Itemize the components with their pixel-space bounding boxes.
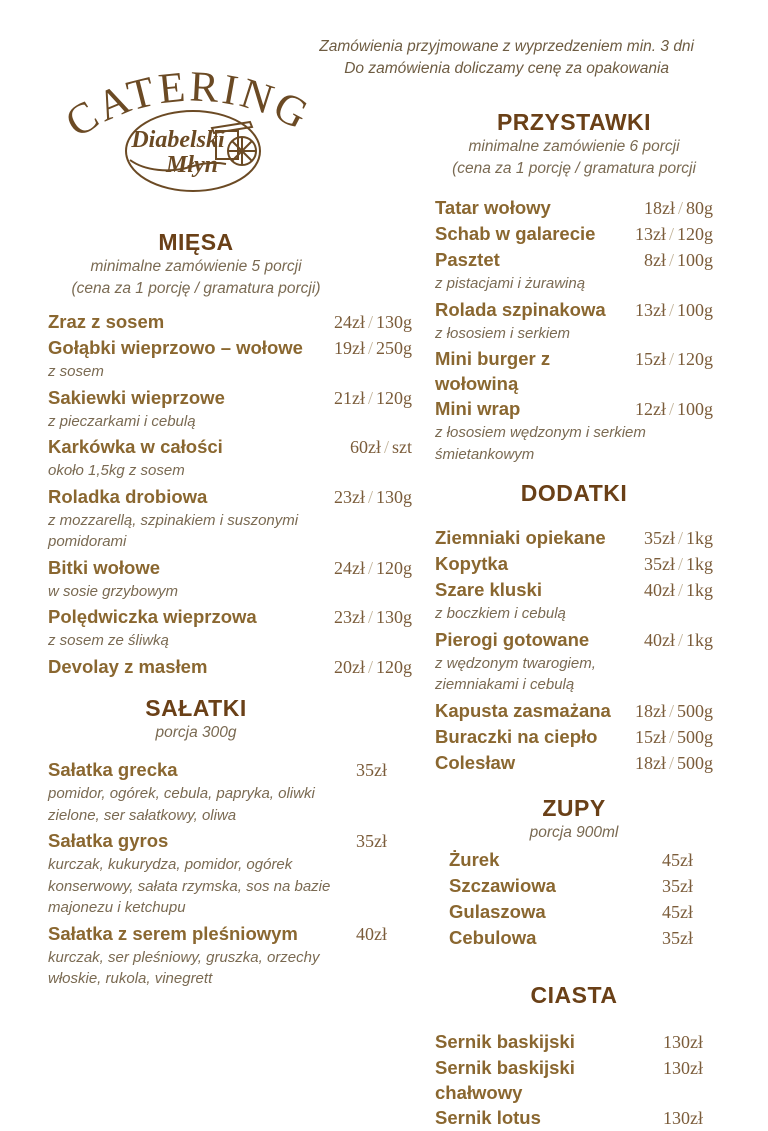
menu-item-row	[435, 873, 713, 899]
price-unit: 120g	[677, 349, 713, 369]
menu-item-row	[435, 297, 713, 323]
menu-item	[48, 555, 412, 603]
menu-item-name: Colesław	[435, 751, 516, 773]
price-amount: 40zł	[643, 629, 675, 650]
menu-item	[435, 873, 713, 899]
menu-item-row	[435, 396, 713, 422]
menu-item-price	[328, 336, 412, 361]
menu-item-row	[48, 484, 412, 510]
menu-item-description: z sosem	[48, 363, 104, 380]
price-unit: 1kg	[686, 528, 713, 548]
menu-item	[435, 1055, 713, 1105]
price-amount: 35zł	[643, 528, 675, 548]
price-unit: szt	[392, 437, 412, 457]
section-miesa	[48, 228, 412, 680]
menu-item-row	[435, 525, 713, 551]
menu-item-price	[629, 397, 713, 422]
section-subtitle-line1: porcja 300g	[155, 723, 237, 741]
section-ciasta	[435, 981, 713, 1131]
menu-item-row	[48, 434, 412, 460]
menu-item-name: Sernik lotus	[435, 1107, 541, 1128]
section-header-przystawki	[435, 108, 713, 179]
price-amount: 130zł	[663, 1108, 703, 1128]
menu-item	[435, 297, 713, 345]
price-amount: 45zł	[662, 902, 693, 922]
price-slash: /	[668, 250, 674, 270]
price-slash: /	[668, 752, 674, 773]
menu-item-price	[656, 848, 693, 873]
menu-item	[435, 247, 713, 295]
menu-item-row	[435, 627, 713, 653]
menu-item	[48, 921, 412, 990]
menu-item-price	[657, 1030, 703, 1055]
price-unit: 500g	[677, 752, 713, 773]
menu-item-price	[638, 526, 713, 551]
price-unit: 80g	[686, 198, 713, 218]
price-slash: /	[383, 437, 389, 457]
price-slash: /	[668, 299, 674, 320]
logo-arch-text: CATERING	[57, 63, 318, 147]
price-amount: 15zł	[634, 349, 666, 369]
section-subtitle-line2: (cena za 1 porcję / gramatura porcji)	[71, 279, 321, 297]
menu-column-right	[435, 108, 713, 1131]
menu-item-name: Bitki wołowe	[48, 556, 161, 578]
order-note	[319, 36, 694, 79]
menu-item-row	[435, 577, 713, 603]
order-note-line1: Zamówienia przyjmowane z wyprzedzeniem min. 3 dni	[319, 38, 694, 55]
section-salatki	[48, 694, 412, 990]
menu-item	[435, 899, 713, 925]
menu-item-row	[435, 698, 713, 724]
price-unit: 130g	[376, 486, 412, 507]
menu-item-description: z wędzonym twarogiem, ziemniakami i cebulą	[435, 654, 596, 693]
menu-item	[48, 604, 412, 652]
menu-item-description: z łososiem wędzonym i serkiem śmietankowym	[435, 424, 646, 463]
price-unit: 120g	[376, 557, 412, 578]
price-amount: 130zł	[663, 1058, 703, 1078]
price-unit: 1kg	[686, 554, 713, 574]
menu-item-name: Pasztet	[435, 249, 500, 270]
menu-item-row	[435, 847, 713, 873]
menu-item	[435, 847, 713, 873]
menu-item-name: Kapusta zasmażana	[435, 699, 611, 721]
price-unit: 130g	[376, 312, 412, 332]
price-unit: 250g	[376, 338, 412, 358]
price-amount: 21zł	[333, 387, 365, 408]
menu-item-description: z łososiem i serkiem	[435, 324, 571, 342]
menu-item-price	[328, 485, 412, 510]
section-dodatki	[435, 479, 713, 776]
price-slash: /	[367, 387, 373, 408]
menu-item-price	[657, 1056, 703, 1081]
logo-name-line2: Młyn	[165, 152, 219, 178]
price-slash: /	[677, 554, 683, 574]
menu-item	[48, 828, 412, 919]
menu-item-row	[435, 724, 713, 750]
menu-item-price	[638, 248, 713, 273]
section-subtitle-line1: minimalne zamówienie 5 porcji	[90, 258, 302, 275]
price-amount: 8zł	[643, 250, 666, 270]
menu-item	[435, 627, 713, 696]
section-header-dodatki	[435, 479, 713, 507]
menu-item-row	[435, 551, 713, 577]
menu-item-description: pomidor, ogórek, cebula, papryka, oliwki zielone, ser sałatkowy, oliwa	[48, 785, 315, 824]
menu-item-name: Sałatka z serem pleśniowym	[48, 922, 298, 944]
menu-item-price	[638, 578, 713, 603]
menu-item-row	[48, 604, 412, 630]
price-unit: 100g	[677, 299, 713, 320]
price-slash: /	[668, 726, 674, 747]
price-amount: 35zł	[662, 928, 693, 948]
menu-item-price	[629, 347, 713, 372]
menu-item-row	[435, 750, 713, 776]
price-unit: 120g	[677, 224, 713, 244]
price-amount: 20zł	[333, 656, 365, 677]
menu-item-row	[48, 654, 412, 680]
menu-item-name: Buraczki na ciepło	[435, 725, 598, 747]
menu-item	[435, 195, 713, 221]
menu-item	[48, 757, 412, 826]
menu-item-name: Pierogi gotowane	[435, 628, 590, 650]
menu-item-name: Żurek	[449, 849, 500, 870]
price-amount: 35zł	[643, 554, 675, 574]
menu-item-price	[629, 699, 713, 724]
section-header-miesa	[48, 228, 344, 299]
menu-item-price	[656, 874, 693, 899]
section-title: MIĘSA	[158, 229, 234, 255]
section-header-salatki	[48, 694, 344, 744]
menu-item-price	[629, 298, 713, 323]
price-amount: 40zł	[356, 923, 387, 944]
price-amount: 13zł	[634, 299, 666, 320]
menu-item-row	[435, 221, 713, 247]
menu-item-name: Szare kluski	[435, 579, 542, 600]
menu-item-description: z pieczarkami i cebulą	[48, 412, 196, 430]
menu-item-description: z boczkiem i cebulą	[435, 605, 566, 622]
price-amount: 35zł	[662, 876, 693, 896]
menu-item-name: Sernik baskijski	[435, 1031, 575, 1052]
menu-item-name: Polędwiczka wieprzowa	[48, 606, 257, 627]
menu-item-name: Zraz z sosem	[48, 311, 165, 332]
menu-item-price	[328, 605, 412, 630]
menu-column-left	[48, 228, 412, 992]
menu-item-price	[656, 900, 693, 925]
logo-name-line1: Diabelski	[131, 127, 225, 153]
menu-item-price	[350, 829, 387, 854]
menu-item	[435, 724, 713, 750]
menu-item-price	[656, 926, 693, 951]
menu-item-name: Sakiewki wieprzowe	[48, 386, 225, 408]
menu-item	[435, 750, 713, 776]
menu-item-name: Sernik baskijski chałwowy	[435, 1057, 575, 1103]
menu-item-name: Gołąbki wieprzowo – wołowe	[48, 337, 303, 358]
menu-item-price	[328, 310, 412, 335]
menu-item-name: Schab w galarecie	[435, 223, 596, 244]
price-amount: 130zł	[663, 1032, 703, 1052]
menu-item-name: Ziemniaki opiekane	[435, 527, 606, 548]
menu-item	[435, 346, 713, 396]
price-unit: 120g	[376, 387, 412, 408]
menu-item	[435, 577, 713, 625]
menu-item	[435, 1105, 713, 1131]
menu-item-row	[435, 195, 713, 221]
menu-item-price	[629, 751, 713, 776]
catering-logo	[30, 22, 350, 222]
section-header-ciasta	[435, 981, 713, 1009]
menu-item-price	[328, 386, 412, 411]
menu-item	[48, 385, 412, 433]
menu-item-price	[350, 922, 387, 947]
menu-item	[435, 525, 713, 551]
price-unit: 500g	[677, 700, 713, 721]
menu-item-price	[638, 196, 713, 221]
menu-item-description: kurczak, kukurydza, pomidor, ogórek konserwowy, sałata rzymska, sos na bazie majonezu i ketchupu	[48, 856, 331, 916]
section-header-zupy	[435, 794, 713, 844]
menu-item-name: Cebulowa	[449, 927, 537, 948]
menu-item-name: Mini burger z wołowiną	[435, 348, 551, 394]
price-slash: /	[367, 656, 373, 677]
menu-item-name: Kopytka	[435, 553, 508, 574]
menu-item-row	[48, 921, 412, 947]
menu-item-description: w sosie grzybowym	[48, 582, 179, 600]
menu-item-price	[629, 222, 713, 247]
price-slash: /	[367, 607, 373, 627]
menu-item-row	[435, 346, 713, 396]
price-unit: 1kg	[686, 580, 713, 600]
price-amount: 40zł	[643, 580, 675, 600]
section-title: DODATKI	[520, 480, 628, 506]
menu-item-row	[48, 555, 412, 581]
menu-item-row	[435, 1029, 713, 1055]
menu-item-name: Karkówka w całości	[48, 436, 223, 457]
price-slash: /	[668, 349, 674, 369]
menu-item	[435, 221, 713, 247]
menu-item-row	[435, 1055, 713, 1105]
menu-item-name: Roladka drobiowa	[48, 485, 208, 507]
section-przystawki	[435, 108, 713, 465]
section-subtitle-line2: (cena za 1 porcję / gramatura porcji	[452, 159, 696, 177]
price-amount: 24zł	[333, 312, 365, 332]
menu-item	[48, 309, 412, 335]
menu-item-name: Szczawiowa	[449, 875, 556, 896]
price-amount: 35zł	[356, 831, 387, 851]
menu-item-price	[657, 1106, 703, 1131]
menu-item-description: z mozzarellą, szpinakiem i suszonymi pomidorami	[48, 511, 299, 550]
section-items	[48, 757, 412, 990]
section-title: PRZYSTAWKI	[496, 109, 652, 135]
menu-item	[435, 1029, 713, 1055]
price-slash: /	[677, 580, 683, 600]
price-unit: 100g	[677, 250, 713, 270]
price-amount: 18zł	[634, 700, 666, 721]
menu-item	[48, 335, 412, 383]
menu-item	[435, 396, 713, 465]
price-amount: 18zł	[634, 752, 666, 773]
menu-item-price	[638, 552, 713, 577]
menu-item-row	[435, 925, 713, 951]
menu-item	[48, 484, 412, 553]
menu-item-name: Devolay z masłem	[48, 655, 208, 677]
price-slash: /	[367, 557, 373, 578]
menu-item-row	[48, 309, 412, 335]
price-slash: /	[367, 338, 373, 358]
menu-item-price	[629, 725, 713, 750]
price-unit: 500g	[677, 726, 713, 747]
section-subtitle-line1: minimalne zamówienie 6 porcji	[468, 138, 680, 155]
menu-item-row	[48, 335, 412, 361]
menu-item	[48, 654, 412, 680]
price-amount: 60zł	[349, 437, 381, 457]
menu-item-name: Rolada szpinakowa	[435, 298, 606, 320]
menu-item-name: Mini wrap	[435, 398, 521, 419]
menu-item-row	[435, 1105, 713, 1131]
price-amount: 18zł	[643, 198, 675, 218]
price-amount: 35zł	[356, 760, 387, 780]
price-unit: 130g	[376, 607, 412, 627]
menu-item-row	[435, 247, 713, 273]
order-note-line2: Do zamówienia doliczamy cenę za opakowania	[344, 59, 670, 77]
price-amount: 12zł	[634, 399, 666, 419]
price-slash: /	[677, 198, 683, 218]
menu-item-row	[48, 757, 412, 783]
price-slash: /	[677, 629, 683, 650]
price-amount: 19zł	[333, 338, 365, 358]
price-slash: /	[668, 224, 674, 244]
price-slash: /	[367, 486, 373, 507]
menu-item-name: Tatar wołowy	[435, 197, 551, 218]
price-slash: /	[677, 528, 683, 548]
menu-item-description: kurczak, ser pleśniowy, gruszka, orzechy włoskie, rukola, vinegrett	[48, 948, 320, 987]
price-amount: 13zł	[634, 224, 666, 244]
menu-item-name: Gulaszowa	[449, 901, 546, 922]
price-slash: /	[668, 700, 674, 721]
menu-item-description: z pistacjami i żurawiną	[435, 275, 586, 292]
section-zupy	[435, 794, 713, 952]
menu-item	[435, 551, 713, 577]
menu-item-description: około 1,5kg z sosem	[48, 462, 185, 479]
section-items	[435, 1029, 713, 1131]
price-unit: 120g	[376, 656, 412, 677]
section-items	[435, 195, 713, 465]
menu-item-price	[350, 758, 387, 783]
section-subtitle-line1: porcja 900ml	[529, 823, 619, 841]
menu-item	[435, 698, 713, 724]
price-unit: 1kg	[686, 629, 713, 650]
section-title: SAŁATKI	[145, 694, 247, 721]
section-title: CIASTA	[530, 982, 618, 1008]
section-items	[435, 847, 713, 951]
section-items	[435, 525, 713, 776]
menu-item-name: Sałatka grecka	[48, 759, 178, 780]
price-amount: 23zł	[333, 607, 365, 627]
menu-item	[435, 925, 713, 951]
menu-item-price	[328, 556, 412, 581]
menu-item-price	[638, 628, 713, 653]
menu-item-row	[435, 899, 713, 925]
price-unit: 100g	[677, 399, 713, 419]
menu-item-description: z sosem ze śliwką	[48, 632, 169, 649]
price-slash: /	[367, 312, 373, 332]
menu-item-price	[344, 435, 412, 460]
menu-item-row	[48, 385, 412, 411]
price-amount: 45zł	[662, 850, 693, 870]
menu-item-name: Sałatka gyros	[48, 830, 169, 851]
price-slash: /	[668, 399, 674, 419]
menu-item-row	[48, 828, 412, 854]
price-amount: 23zł	[333, 486, 365, 507]
section-items	[48, 309, 412, 680]
price-amount: 15zł	[634, 726, 666, 747]
section-title: ZUPY	[542, 794, 606, 821]
price-amount: 24zł	[333, 557, 365, 578]
menu-item	[48, 434, 412, 482]
menu-item-price	[328, 655, 412, 680]
